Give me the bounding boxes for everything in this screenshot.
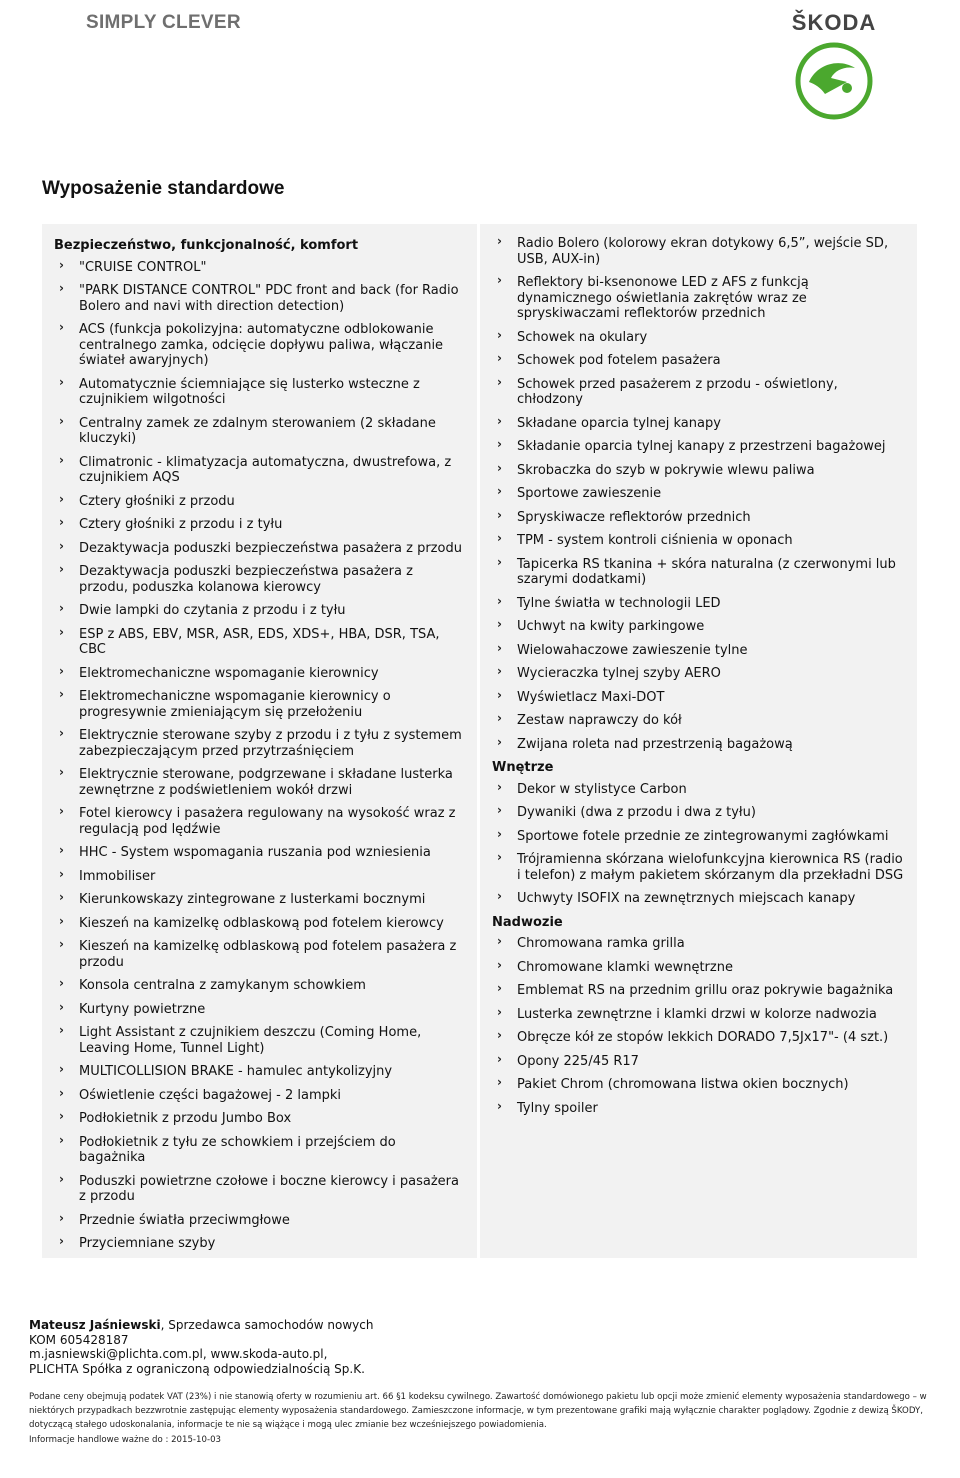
list-item (54, 689, 464, 720)
list-item-text: Zwijana roleta nad przestrzenią bagażową (517, 736, 793, 752)
list-item-text: Kierunkowskazy zintegrowane z lusterkami bocznymi (79, 892, 426, 907)
chevron-right-icon: › (59, 765, 64, 779)
list-item (54, 491, 464, 510)
chevron-right-icon: › (497, 413, 502, 428)
list-item-text: Sportowe fotele przednie ze zintegrowanymi zagłówkami (517, 828, 889, 844)
section-heading-interior: Wnętrze (492, 760, 554, 775)
chevron-right-icon: › (59, 624, 64, 639)
list-item (492, 852, 904, 883)
list-item-text: Dezaktywacja poduszki bezpieczeństwa pasażera z przodu, poduszka kolanowa kierowcy (79, 564, 413, 595)
brand-name: ŠKODA (791, 10, 877, 35)
list-item (54, 374, 464, 408)
chevron-right-icon: › (497, 617, 502, 631)
contact-phone: KOM 605428187 (29, 1332, 129, 1347)
contact-company: PLICHTA Spółka z ograniczoną odpowiedzialnością Sp.K. (29, 1361, 365, 1376)
list-item-text: Automatycznie ściemniające się lusterko wsteczne z czujnikiem wilgotności (79, 376, 420, 407)
chevron-right-icon: › (59, 281, 64, 295)
list-item-text: Dywaniki (dwa z przodu i dwa z tyłu) (517, 805, 756, 820)
list-item-text: Chromowana ramka grilla (517, 936, 685, 951)
chevron-right-icon: › (497, 664, 502, 678)
list-item (54, 413, 464, 447)
chevron-right-icon: › (497, 234, 502, 248)
chevron-right-icon: › (59, 1234, 64, 1248)
list-item-text: Reflektory bi-ksenonowe LED z AFS z funkcją dynamicznego oświetlania zakrętów wraz ze spryskiwaczami reflektorów przednich (517, 275, 809, 321)
chevron-right-icon: › (59, 1085, 64, 1100)
list-item-text: Tylne światła w technologii LED (517, 595, 721, 611)
list-item (492, 826, 904, 845)
list-item-text: Elektromechaniczne wspomaganie kierownicy (79, 665, 379, 681)
list-item-text: TPM - system kontroli ciśnienia w oponach (517, 533, 793, 548)
list-item (54, 978, 464, 994)
list-item-text: Spryskiwacze reflektorów przednich (517, 509, 751, 525)
chevron-right-icon: › (497, 1004, 502, 1019)
contact-name: Mateusz Jaśniewski (29, 1318, 161, 1332)
chevron-right-icon: › (59, 663, 64, 678)
chevron-right-icon: › (497, 460, 502, 475)
list-item (54, 538, 464, 557)
chevron-right-icon: › (497, 1075, 502, 1089)
list-item-text: Schowek pod fotelem pasażera (517, 353, 721, 368)
list-item-text: Opony 225/45 R17 (517, 1053, 639, 1069)
list-item-text: HHC - System wspomagania ruszania pod wzniesienia (79, 845, 431, 860)
chevron-right-icon: › (59, 726, 64, 740)
list-item (492, 619, 904, 635)
list-item (54, 1064, 464, 1080)
chevron-right-icon: › (59, 601, 64, 615)
list-item-text: Kieszeń na kamizelkę odblaskową pod fotelem kierowcy (79, 915, 444, 931)
chevron-right-icon: › (59, 1132, 64, 1147)
list-item-text: Poduszki powietrzne czołowe i boczne kierowcy i pasażera z przodu (79, 1173, 459, 1204)
list-item-text: Lusterka zewnętrzne i klamki drzwi w kolorze nadwozia (517, 1006, 877, 1022)
list-item-text: Schowek na okulary (517, 329, 648, 345)
list-item-text: Radio Bolero (kolorowy ekran dotykowy 6,5”, wejście SD, USB, AUX-in) (517, 236, 889, 267)
right-column (492, 236, 904, 1124)
chevron-right-icon: › (497, 711, 502, 725)
list-item-text: Zestaw naprawczy do kół (517, 713, 682, 728)
list-item (54, 1132, 464, 1166)
chevron-right-icon: › (497, 1051, 502, 1066)
chevron-right-icon: › (497, 374, 502, 389)
list-item (492, 713, 904, 729)
list-item-text: Podłokietnik z przodu Jumbo Box (79, 1111, 292, 1126)
chevron-right-icon: › (59, 866, 64, 881)
list-item-text: Przyciemniane szyby (79, 1236, 216, 1251)
list-item-text: Dekor w stylistyce Carbon (517, 781, 687, 797)
list-item (492, 936, 904, 952)
chevron-right-icon: › (497, 826, 502, 841)
list-item (54, 767, 464, 798)
list-item (492, 275, 904, 322)
list-item-text: Chromowane klamki wewnętrzne (517, 959, 733, 975)
chevron-right-icon: › (497, 1098, 502, 1113)
chevron-right-icon: › (497, 484, 502, 498)
legal-validity: Informacje handlowe ważne do : 2015-10-03 (29, 1434, 222, 1445)
list-item-text: Immobiliser (79, 868, 156, 884)
chevron-right-icon: › (497, 957, 502, 972)
list-item-text: Kurtyny powietrzne (79, 1001, 206, 1017)
chevron-right-icon: › (59, 976, 64, 990)
chevron-right-icon: › (497, 531, 502, 545)
chevron-right-icon: › (59, 452, 64, 467)
list-item-text: Schowek przed pasażerem z przodu - oświetlony, chłodzony (517, 376, 838, 407)
list-item-text: "PARK DISTANCE CONTROL" PDC front and back (for Radio Bolero and navi with direction detection) (79, 283, 459, 314)
chevron-right-icon: › (497, 351, 502, 365)
equipment-list-body (492, 936, 904, 1116)
list-item-text: Skrobaczka do szyb w pokrywie wlewu paliwa (517, 462, 815, 478)
list-item (54, 999, 464, 1018)
list-item (492, 891, 904, 907)
list-item-text: Kieszeń na kamizelkę odblaskową pod fotelem pasażera z przodu (79, 939, 457, 970)
list-item (492, 460, 904, 479)
chevron-right-icon: › (59, 1062, 64, 1076)
list-item (492, 640, 904, 659)
chevron-right-icon: › (497, 889, 502, 903)
chevron-right-icon: › (497, 437, 502, 451)
legal-notice (29, 1390, 934, 1447)
list-item-text: "CRUISE CONTROL" (79, 259, 207, 275)
list-item (54, 663, 464, 682)
list-item-text: Cztery głośniki z przodu (79, 493, 235, 509)
chevron-right-icon: › (59, 413, 64, 428)
contact-name-line (29, 1318, 929, 1333)
chevron-right-icon: › (59, 515, 64, 529)
chevron-right-icon: › (59, 1023, 64, 1037)
list-item-text: Obręcze kół ze stopów lekkich DORADO 7,5Jx17"- (4 szt.) (517, 1030, 889, 1045)
list-item-text: Climatronic - klimatyzacja automatyczna, dwustrefowa, z czujnikiem AQS (79, 454, 452, 485)
chevron-right-icon: › (59, 320, 64, 334)
list-item (492, 687, 904, 706)
list-item-text: Składanie oparcia tylnej kanapy z przestrzeni bagażowej (517, 439, 886, 454)
chevron-right-icon: › (497, 273, 502, 287)
chevron-right-icon: › (59, 1171, 64, 1186)
list-item-text: Tapicerka RS tkanina + skóra naturalna (z czerwonymi lub szarymi dodatkami) (517, 556, 896, 587)
chevron-right-icon: › (497, 734, 502, 749)
list-item-text: Dezaktywacja poduszki bezpieczeństwa pasażera z przodu (79, 540, 462, 556)
list-item (492, 593, 904, 612)
list-item-text: Tylny spoiler (517, 1100, 598, 1116)
list-item (492, 957, 904, 976)
list-item (54, 322, 464, 369)
list-item-text: Elektrycznie sterowane, podgrzewane i składane lusterka zewnętrzne z podświetleniem wokół drzwi (79, 767, 453, 798)
chevron-right-icon: › (59, 687, 64, 701)
list-item-text: ACS (funkcja pokolizyjna: automatyczne odblokowanie centralnego zamka, odcięcie dopływu paliwa, włączanie świateł awaryjnych) (79, 322, 444, 368)
brand-block (783, 10, 885, 120)
section-heading-safety: Bezpieczeństwo, funkcjonalność, komfort (54, 238, 359, 253)
chevron-right-icon: › (497, 850, 502, 864)
list-item-text: Przednie światła przeciwmgłowe (79, 1212, 290, 1228)
list-item-text: Elektromechaniczne wspomaganie kierownicy o progresywnie zmieniającym się przełożeniu (79, 689, 391, 720)
list-item (492, 805, 904, 821)
page-title: Wyposażenie standardowe (42, 178, 285, 199)
list-item-text: Elektrycznie sterowane szyby z przodu i z tyłu z systemem zabezpieczającym przed przytrzaśnięciem (79, 728, 462, 759)
list-item (492, 413, 904, 432)
list-item (54, 257, 464, 276)
contact-email: m.jasniewski@plichta.com.pl, www.skoda-auto.pl, (29, 1347, 328, 1361)
list-item (492, 666, 904, 682)
legal-line: niektórych przypadkach bezzwrotnie zastępując elementy wyposażenia standardowego. Zamieszczone informacje, w tym prezentowane grafiki mają wyłącznie charakter poglądowy. Zgodnie z dewizą ŠKODY, (29, 1406, 923, 1417)
chevron-right-icon: › (59, 999, 64, 1014)
equipment-list-safety (54, 257, 464, 1252)
list-item-text: Konsola centralna z zamykanym schowkiem (79, 978, 366, 993)
list-item-text: MULTICOLLISION BRAKE - hamulec antykolizyjny (79, 1064, 393, 1079)
list-item (54, 939, 464, 970)
list-item (492, 1051, 904, 1070)
chevron-right-icon: › (59, 374, 64, 389)
list-item-text: Cztery głośniki z przodu i z tyłu (79, 517, 283, 532)
list-item-text: Podłokietnik z tyłu ze schowkiem i przejściem do bagażnika (79, 1134, 396, 1165)
chevron-right-icon: › (497, 327, 502, 342)
list-item (492, 439, 904, 455)
list-item (54, 603, 464, 619)
chevron-right-icon: › (497, 1028, 502, 1042)
list-item (54, 1111, 464, 1127)
list-item (492, 734, 904, 753)
left-column (54, 236, 464, 1260)
chevron-right-icon: › (497, 803, 502, 817)
chevron-right-icon: › (59, 937, 64, 951)
chevron-right-icon: › (497, 640, 502, 655)
list-item (492, 779, 904, 798)
chevron-right-icon: › (59, 257, 64, 272)
list-item-text: Centralny zamek ze zdalnym sterowaniem (2 składane kluczyki) (79, 415, 436, 446)
list-item (54, 913, 464, 932)
list-item-text: Light Assistant z czujnikiem deszczu (Coming Home, Leaving Home, Tunnel Light) (79, 1025, 422, 1056)
list-item (492, 353, 904, 369)
list-item (492, 1077, 904, 1093)
list-item-text: Oświetlenie części bagażowej - 2 lampki (79, 1087, 342, 1103)
list-item (54, 1085, 464, 1104)
list-item-text: Uchwyty ISOFIX na zewnętrznych miejscach kanapy (517, 891, 856, 906)
list-item (492, 1004, 904, 1023)
list-item (54, 283, 464, 314)
list-item-text: Składane oparcia tylnej kanapy (517, 415, 721, 431)
list-item (492, 486, 904, 502)
list-item-text: Wyświetlacz Maxi-DOT (517, 689, 665, 705)
list-item (492, 983, 904, 999)
chevron-right-icon: › (497, 554, 502, 569)
chevron-right-icon: › (59, 1109, 64, 1123)
list-item (492, 327, 904, 346)
chevron-right-icon: › (497, 934, 502, 948)
chevron-right-icon: › (59, 890, 64, 904)
list-item (492, 1098, 904, 1117)
list-item (54, 624, 464, 658)
list-item-text: Trójramienna skórzana wielofunkcyjna kierownica RS (radio i telefon) z małym pakietem skórzanym dla przekładni DSG (517, 852, 904, 883)
list-item (492, 1030, 904, 1046)
list-item-text: Sportowe zawieszenie (517, 486, 662, 501)
list-item (492, 507, 904, 526)
list-item-text: Dwie lampki do czytania z przodu i z tyłu (79, 603, 346, 618)
list-item-text: ESP z ABS, EBV, MSR, ASR, EDS, XDS+, HBA, DSR, TSA, CBC (79, 626, 440, 657)
list-item (54, 806, 464, 837)
list-item (54, 892, 464, 908)
list-item (54, 1025, 464, 1056)
chevron-right-icon: › (497, 779, 502, 794)
equipment-list-interior (492, 779, 904, 907)
contact-block (29, 1318, 929, 1376)
chevron-right-icon: › (59, 804, 64, 818)
list-item-text: Wycieraczka tylnej szyby AERO (517, 666, 721, 681)
chevron-right-icon: › (497, 593, 502, 608)
chevron-right-icon: › (497, 981, 502, 995)
chevron-right-icon: › (59, 1210, 64, 1225)
chevron-right-icon: › (59, 913, 64, 928)
chevron-right-icon: › (497, 687, 502, 702)
list-item (54, 1171, 464, 1205)
list-item (492, 236, 904, 267)
chevron-right-icon: › (59, 562, 64, 576)
legal-line: dotyczącą stałego udoskonalania, informacje te nie są wiążące i mogą ulec zmianie bez wcześniejszego powiadomienia. (29, 1420, 547, 1431)
list-item (492, 533, 904, 549)
skoda-arrow-logo-icon (795, 42, 873, 120)
slogan: SIMPLY CLEVER (86, 12, 241, 33)
list-item (54, 452, 464, 486)
list-item (54, 1210, 464, 1229)
list-item-text: Uchwyt na kwity parkingowe (517, 619, 705, 634)
list-item-text: Fotel kierowcy i pasażera regulowany na wysokość wraz z regulacją pod lędźwie (79, 806, 456, 837)
list-item (492, 374, 904, 408)
contact-role: , Sprzedawca samochodów nowych (160, 1318, 374, 1332)
list-item (54, 866, 464, 885)
list-item (54, 564, 464, 595)
list-item (54, 517, 464, 533)
list-item-text: Pakiet Chrom (chromowana listwa okien bocznych) (517, 1077, 849, 1092)
chevron-right-icon: › (59, 843, 64, 857)
legal-line: Podane ceny obejmują podatek VAT (23%) i nie stanowią oferty w rozumieniu art. 66 §1 kodeksu cywilnego. Zawartość domówionego pakietu lub opcji może zmienić elementy wyposażenia standardowego – w (29, 1392, 927, 1402)
list-item-text: Emblemat RS na przednim grillu oraz pokrywie bagażnika (517, 983, 894, 998)
list-item (492, 554, 904, 588)
chevron-right-icon: › (59, 538, 64, 553)
section-heading-body: Nadwozie (492, 914, 563, 930)
chevron-right-icon: › (497, 507, 502, 522)
list-item (54, 1236, 464, 1252)
equipment-list-safety-cont (492, 236, 904, 752)
list-item (54, 728, 464, 759)
list-item (54, 845, 464, 861)
chevron-right-icon: › (59, 491, 64, 506)
list-item-text: Wielowahaczowe zawieszenie tylne (517, 642, 748, 658)
